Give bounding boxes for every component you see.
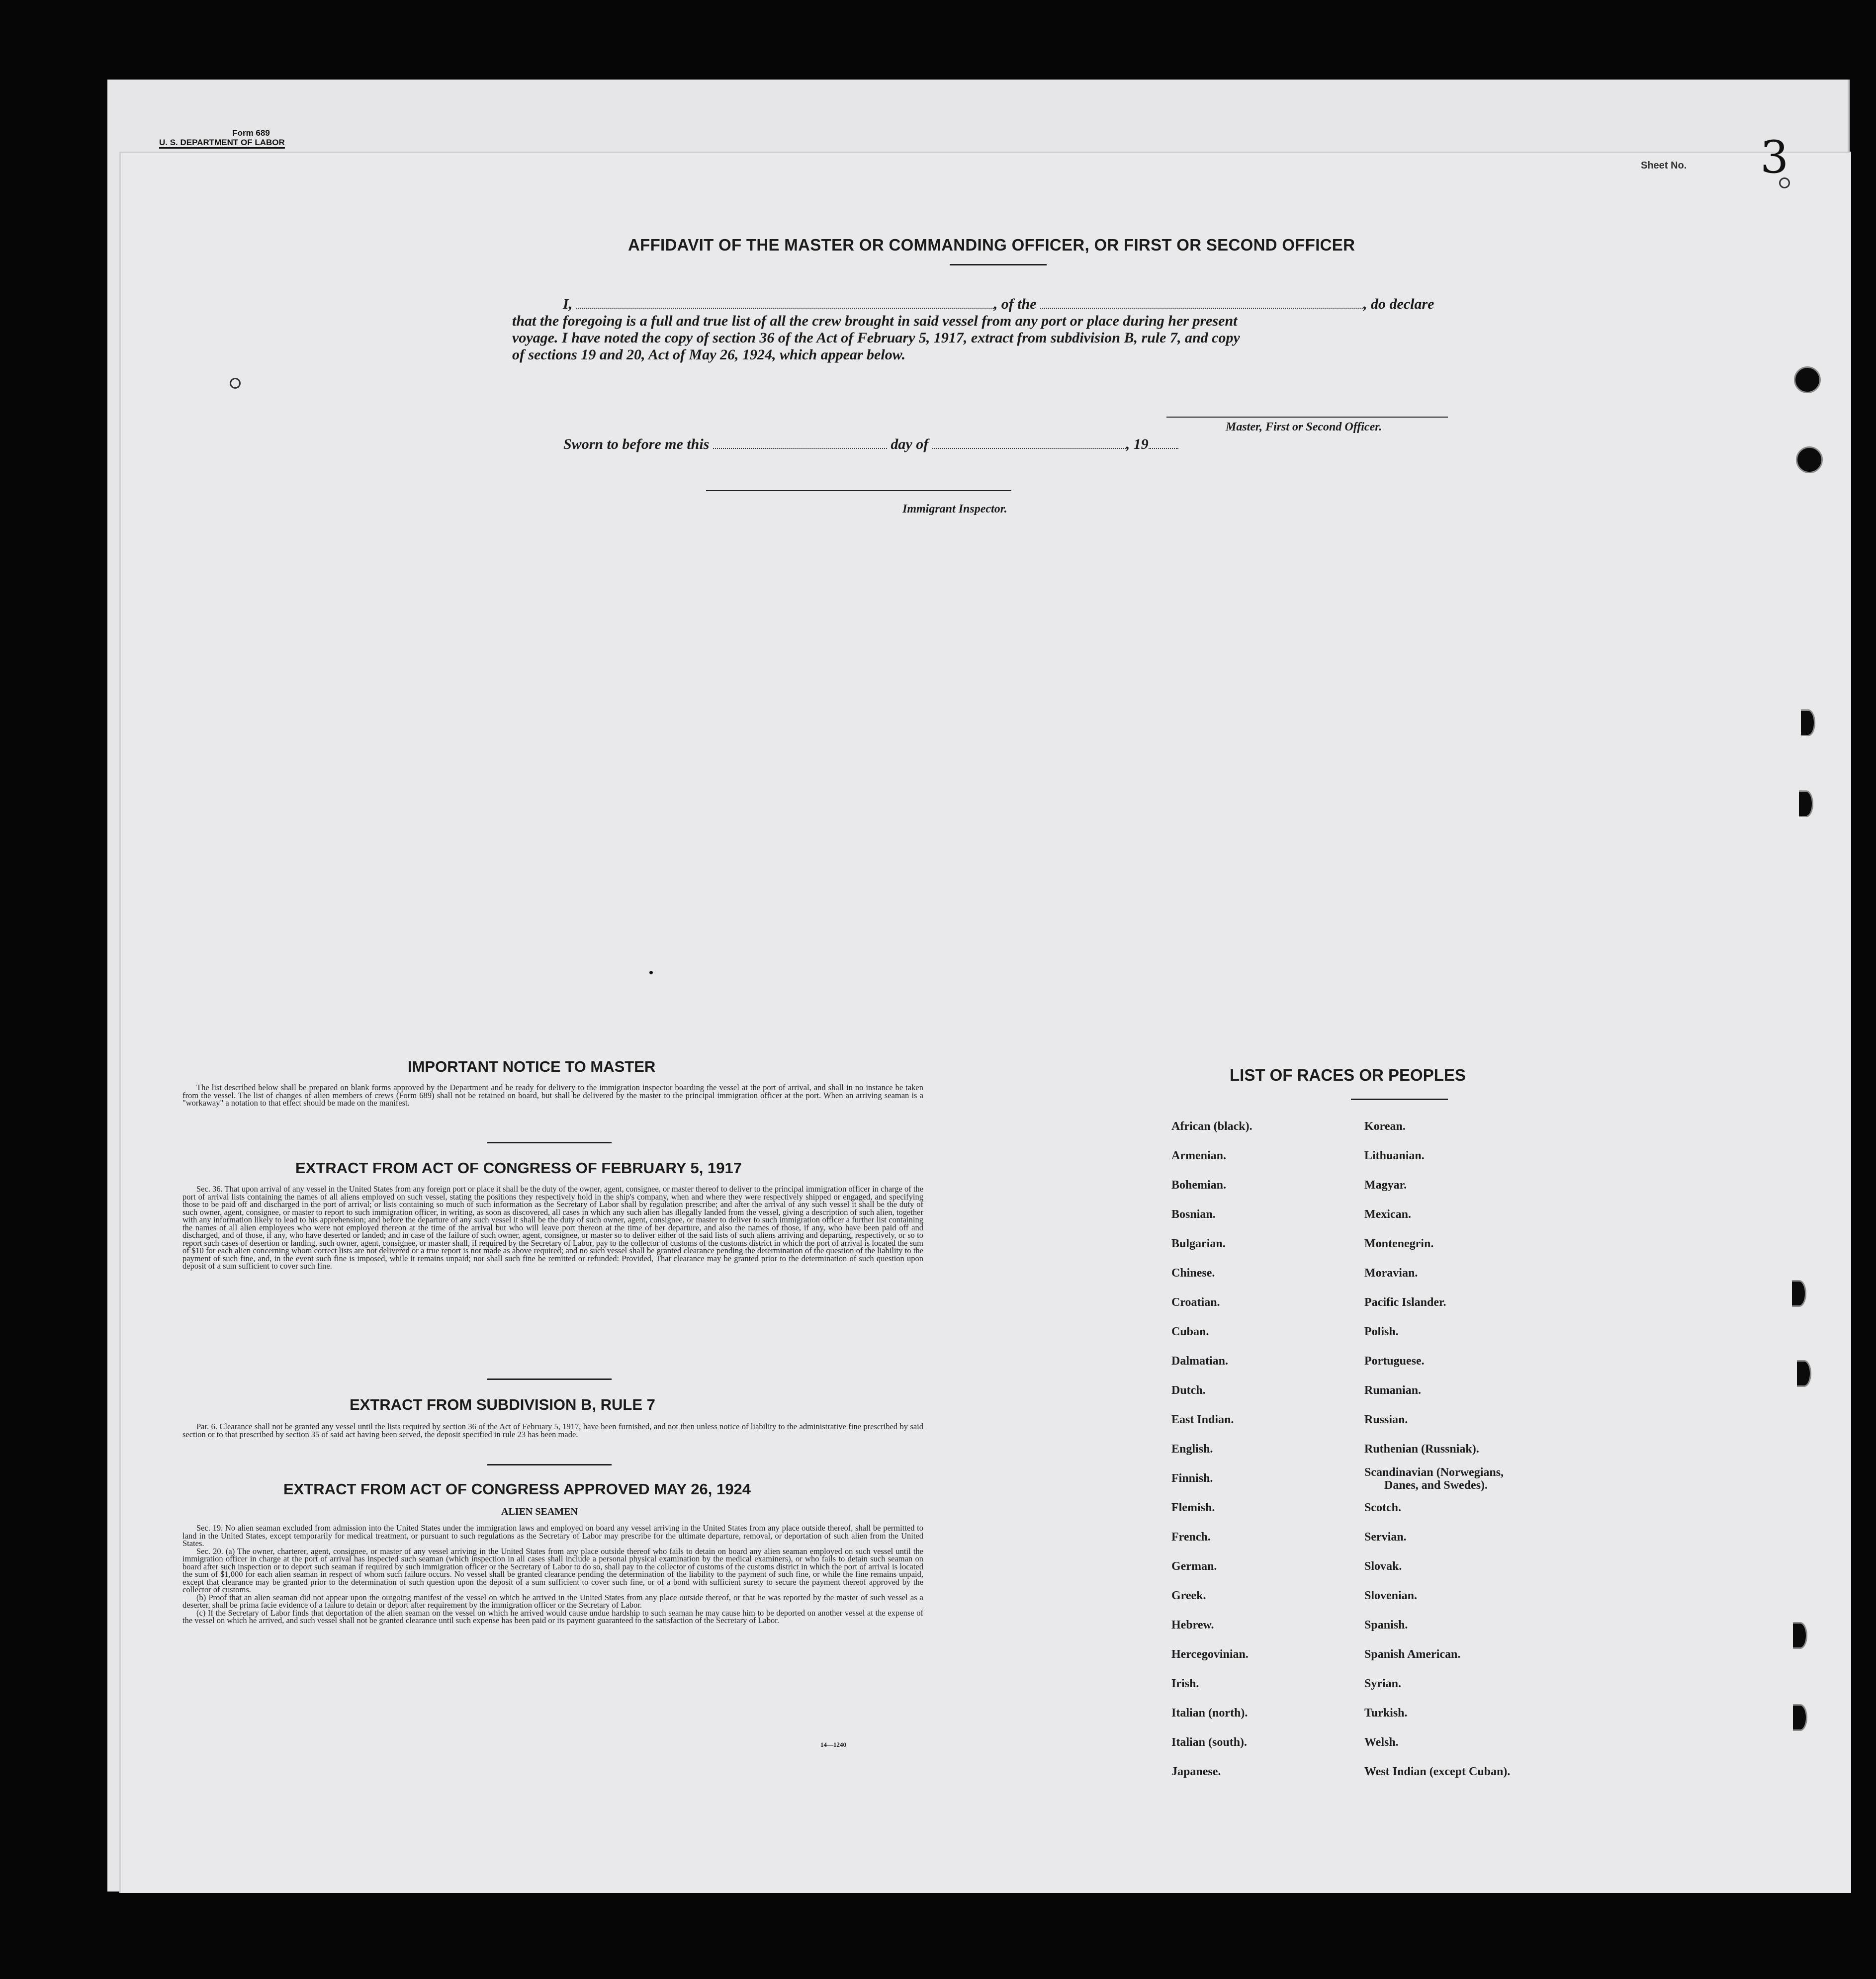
section-divider [487,1378,612,1380]
day-of-text: day of [891,436,929,452]
inspector-signature-line [706,490,1011,491]
punch-hole [1792,1280,1806,1307]
race-item: Flemish. [1171,1501,1215,1514]
race-item: English. [1171,1443,1213,1456]
race-item: Italian (north). [1171,1707,1248,1720]
affidavit-of-the: , of the [993,296,1037,312]
race-item: Magyar. [1364,1179,1407,1192]
punch-hole [1797,1360,1811,1387]
race-column-right [1364,1112,1510,1787]
race-item: Syrian. [1364,1677,1402,1690]
race-item: West Indian (except Cuban). [1364,1765,1511,1778]
affidavit-line-2: that the foregoing is a full and true list of all the crew brought in said vessel from any port or place during her present [512,313,1238,329]
form-sheet [119,152,1851,1893]
stray-mark [649,971,653,974]
race-item: French. [1171,1531,1211,1544]
race-item: Rumanian. [1364,1384,1422,1397]
sworn-year-field[interactable] [1149,436,1178,449]
section-divider [487,1142,612,1143]
extract-1924-text [182,1524,923,1625]
race-item: Chinese. [1171,1267,1215,1280]
punch-hole [1796,446,1823,473]
race-item: Hercegovinian. [1171,1648,1249,1661]
year-prefix: , 19 [1126,436,1149,452]
race-item: Japanese. [1171,1765,1221,1778]
extract-rule7-text [182,1423,923,1438]
form-number: Form 689 [232,128,270,138]
section-20b-paragraph: (b) Proof that an alien seaman did not appear upon the outgoing manifest of the vessel on which he arrived in the United States from any place outside thereof, or that he was reported by the master of such vessel as a deserter, shall be prima facie evidence of a failure to detain or deport after requirement by the immigration officer or the Secretary of Labor. [182,1592,923,1610]
races-title: LIST OF RACES OR PEOPLES [1230,1066,1466,1084]
sheet-number: 3 [1760,131,1789,183]
race-item: Bosnian. [1171,1208,1216,1221]
sworn-text: Sworn to before me this [563,436,710,452]
race-item-scandinavian: Scandinavian (Norwegians, [1364,1466,1504,1479]
race-item: Korean. [1364,1120,1406,1133]
notice-title: IMPORTANT NOTICE TO MASTER [408,1058,656,1075]
race-item: Greek. [1171,1589,1206,1602]
race-item: Russian. [1364,1413,1408,1426]
race-column-left [1171,1112,1252,1787]
extract-1924-title: EXTRACT FROM ACT OF CONGRESS APPROVED MAY 26, 1924 [283,1480,751,1498]
binder-ring-mark [1779,177,1790,188]
race-item: Scotch. [1364,1501,1401,1514]
extract-rule7-title: EXTRACT FROM SUBDIVISION B, RULE 7 [350,1396,655,1413]
form-header [159,128,285,149]
sworn-line [563,436,1178,453]
race-item: Portuguese. [1364,1355,1425,1368]
race-item: East Indian. [1171,1413,1234,1426]
race-item: Spanish. [1364,1619,1408,1632]
affidavit-line-4: of sections 19 and 20, Act of May 26, 1924, which appear below. [512,346,906,363]
signature-line [1166,417,1448,418]
section-20c-paragraph: (c) If the Secretary of Labor finds that deportation of the alien seaman on the vessel on which he arrived would cause undue hardship to such seaman he may cause him to be deported on another vessel at the expense of the vessel on which he arrived, and such vessel shall not be granted clearance until such expense has been paid or its payment guaranteed to the satisfaction of the Secretary of Labor. [182,1608,923,1625]
race-item: Turkish. [1364,1707,1408,1720]
race-item: African (black). [1171,1120,1252,1133]
notice-paragraph: The list described below shall be prepared on blank forms approved by the Department and be ready for delivery to the immigration inspector boarding the vessel at the port of arrival, and shall in no instance be taken from the vessel. The list of changes of alien members of crews (Form 689) shall not be retained on board, but shall be delivered by the master to the principal immigration officer at the port. When an arriving seaman is a "workaway" a notation to that effect should be made on the manifest. [182,1083,923,1108]
officer-name-field[interactable] [576,296,994,309]
section-divider [487,1464,612,1465]
race-item: Welsh. [1364,1736,1399,1749]
race-item: Spanish American. [1364,1648,1461,1661]
vessel-name-field[interactable] [1040,296,1363,309]
race-item: Bohemian. [1171,1179,1227,1192]
races-underline [1351,1099,1448,1100]
race-item: Dalmatian. [1171,1355,1228,1368]
race-item: Moravian. [1364,1267,1418,1280]
race-item-scandinavian-cont: Danes, and Swedes). [1384,1479,1488,1492]
section-19-paragraph: Sec. 19. No alien seaman excluded from admission into the United States under the immigration laws and employed on board any vessel arriving in the United States from any place outside thereof, shall be permitted to land in the United States, except temporarily for medical treatment, or pursuant to such regulations as the Secretary of Labor may prescribe for the ultimate departure, removal, or deportation of such alien from the United States. [182,1523,923,1548]
race-item: Montenegrin. [1364,1237,1434,1250]
paragraph-6: Par. 6. Clearance shall not be granted any vessel until the lists required by section 36 of the Act of February 5, 1917, have been furnished, and not then unless notice of liability to the administrative fine prescribed by said section or to that prescribed by section 35 of said act having been served, the deposit specified in rule 23 has been made. [182,1422,923,1439]
department-name: U. S. DEPARTMENT OF LABOR [159,138,285,149]
race-item: Bulgarian. [1171,1237,1226,1250]
race-item: Mexican. [1364,1208,1411,1221]
sworn-month-field[interactable] [932,436,1126,449]
sheet-number-label: Sheet No. [1641,160,1687,171]
extract-1917-title: EXTRACT FROM ACT OF CONGRESS OF FEBRUARY 5, 1917 [295,1159,742,1177]
race-item: Slovenian. [1364,1589,1418,1602]
section-20a-paragraph: Sec. 20. (a) The owner, charterer, agent, consignee, or master of any vessel arriving in the United States from any place outside thereof who fails to detain on board any alien seaman employed on such vessel until the immigration officer in charge at the port of arrival has inspected such seaman (which inspection in all cases shall include a personal physical examination by the medical examiners), or who fails to detain such seaman on board after such inspection or to deport such seaman if required by such immigration officer or the Secretary of Labor to do so, shall pay to the collector of customs of the customs district in which the port of arrival is located the sum of $1,000 for each alien seaman in respect of whom such failure occurs. No vessel shall be granted clearance pending the determination of the liability to the payment of such fine, or while the fine remains unpaid, except that clearance may be granted prior to the determination of such question upon the deposit of a sum sufficient to cover such fine, or of a bond with sufficient surety to secure the payment thereof approved by the collector of customs. [182,1546,923,1594]
race-item: Slovak. [1364,1560,1402,1573]
affidavit-text [512,296,1482,363]
race-item: Croatian. [1171,1296,1220,1309]
affidavit-line-3: voyage. I have noted the copy of section 36 of the Act of February 5, 1917, extract from subdivision B, rule 7, and copy [512,330,1240,346]
affidavit-title: AFFIDAVIT OF THE MASTER OR COMMANDING OFFICER, OR FIRST OR SECOND OFFICER [628,236,1355,254]
affidavit-i: I, [563,296,573,312]
race-item: Pacific Islander. [1364,1296,1446,1309]
notice-text [182,1084,923,1107]
punch-hole [1799,790,1813,817]
punch-hole [1793,1704,1807,1731]
race-item: Irish. [1171,1677,1199,1690]
title-underline [950,264,1047,265]
race-item: Finnish. [1171,1472,1213,1485]
race-item [1364,1464,1510,1493]
inspector-label: Immigrant Inspector. [902,503,1007,516]
race-item: Dutch. [1171,1384,1206,1397]
race-item: Lithuanian. [1364,1149,1425,1162]
affidavit-declare: , do declare [1363,296,1434,312]
race-item: Hebrew. [1171,1619,1214,1632]
race-item: Servian. [1364,1531,1407,1544]
sworn-day-field[interactable] [713,436,887,449]
race-item: German. [1171,1560,1217,1573]
race-item: Ruthenian (Russniak). [1364,1443,1479,1456]
extract-1917-text [182,1185,923,1270]
race-item: Cuban. [1171,1325,1209,1338]
race-item: Armenian. [1171,1149,1226,1162]
race-item: Italian (south). [1171,1736,1248,1749]
punch-hole [1793,1622,1807,1649]
punch-hole [1794,366,1821,393]
section-36-paragraph: Sec. 36. That upon arrival of any vessel in the United States from any foreign port or place it shall be the duty of the owner, agent, consignee, or master thereof to deliver to the principal immigration officer in charge of the port of arrival lists containing the names of all aliens employed on such vessel, stating the positions they respectively hold in the ship's company, when and where they were respectively shipped or engaged, and specifying those to be paid off and discharged in the port of arrival; or lists containing so much of such information as the Secretary of Labor shall by regulation prescribe; and after the arrival of any such vessel it shall be the duty of such owner, agent, consignee, or master to report to such immigration officer, in writing, as soon as discovered, all cases in which any such alien has illegally landed from the vessel, giving a description of such alien, together with any information likely to lead to his apprehension; and before the departure of any such vessel it shall be the duty of such owner, agent, consignee, or master to deliver to such immigration officer a further list containing the names of all alien employees who were not employed thereon at the time of the arrival but who will leave port thereon at the time of her departure, and also the names of those, if any, who have been paid off and discharged, and of those, if any, who have deserted or landed; and in case of the failure of such owner, agent, consignee, or master so to deliver either of the said lists of such aliens arriving and departing, respectively, or so to report such cases of desertion or landing, such owner, agent, consignee, or master shall, if required by the Secretary of Labor, pay to the collector of customs of the customs district in which the port of arrival is located the sum of $10 for each alien concerning whom correct lists are not delivered or a true report is not made as above required; and no such vessel shall be granted clearance pending the determination of the question of the liability to the payment of such fine, and, in the event such fine is imposed, while it remains unpaid; nor shall such fine be remitted or refunded: Provided, That clearance may be granted prior to the determination of such question upon deposit of a sum sufficient to cover such fine. [182,1184,923,1271]
binder-ring-mark [230,378,241,389]
punch-hole [1801,709,1815,736]
alien-seamen-subtitle: ALIEN SEAMEN [501,1506,578,1517]
catalog-number: 14—1240 [820,1741,846,1748]
signature-label: Master, First or Second Officer. [1226,421,1382,433]
race-item: Polish. [1364,1325,1399,1338]
